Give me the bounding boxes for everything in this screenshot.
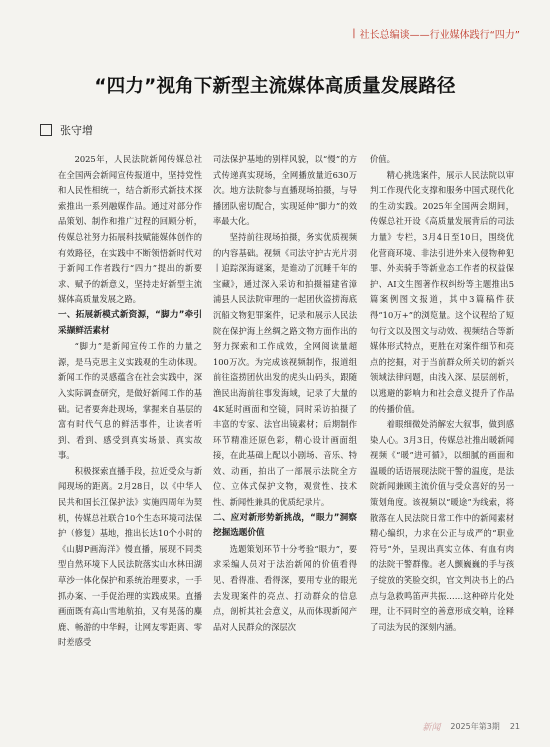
magazine-logo: 新闻 xyxy=(422,723,441,733)
square-icon xyxy=(40,124,52,136)
divider-bar-icon: | xyxy=(352,28,356,39)
column-3 xyxy=(370,152,514,635)
paragraph: 精心挑选案件，展示人民法院以审判工作现代化支撑和服务中国式现代化的生动实践。2025年全国两会期间，传媒总社开设《高质量发展背后的司法力量》专栏，3月4日至10日，围绕优化营商环境、非法引进外来入侵物种犯罪、外卖骑手等新业态工作者的权益保护、AI文生图著作权纠纷等主题推出5篇案例图文报道，其中3篇稿件获得“10万+”的浏览量。这个议程给了短句行文以及图文与动效、视频结合等新媒体形式特点，更胜在对案件细节和亮点的挖掘，对于当前群众所关切的新兴领域法律问题，由浅入深、层层剖析，以逃避的影响力和社会意义提升了作品的传播价值。 xyxy=(370,169,514,414)
column-2 xyxy=(213,152,357,635)
section-heading: 一、拓展新模式新资源，“脚力”牵引采撷鲜活素材 xyxy=(58,309,202,336)
issue-label: 2025年第3期 xyxy=(450,722,500,731)
author-name: 张守增 xyxy=(60,124,93,137)
author-line xyxy=(40,122,93,138)
section-tag-text: 社长总编谈——行业媒体践行“四力” xyxy=(359,30,520,41)
paragraph: 积极探索直播手段，拉近受众与新闻现场的距离。2月28日，以《中华人民共和国长江保护法》实施四周年为契机，传媒总社联合10个生态环境司法保护（修复）基地，推出长达10个小时的《山脚P画海洋》慢直播，展现不同类型自然环境下人民法院落实山水林田湖草沙一体化保护和系统治理要求，一手抓办案、一手促治理的实践成果。直播画面既有高山雪地航拍，又有晃荡的麋鹿、畅游的中华鲟，让网友零距离、零时差感受 xyxy=(58,465,202,648)
paragraph: 坚持前往现场拍摄，务实优质视频的内容基础。视频《司法守护古光片羽丨追踪深海谜案，是谁动了沉睡千年的宝藏》，通过深入采访和拍摄福建省漳浦县人民法院审理的一起团伙盗捞海底沉船文物犯罪案件，记录和展示人民法院在保护海上丝绸之路文物方面作出的努力探索和工作成效，全网阅读量超100万次。为完成该视频制作，报道组前往盗捞团伙出发的虎头山码头，跟随渔民出海前往事发海域，记录了大量的4K延时画面和空镜，同时采访拍摄了丰富的专家、法官出镜素材；后期制作环节精准还原色彩，精心设计画面组接，在此基础上配以小剧场、音乐、特效、动画，拍出了一部展示法院全方位、立体式保护文物，观赏性、技术性、新闻性兼具的优质纪录片。 xyxy=(213,231,357,508)
paragraph: 着眼细微处消解宏大叙事，做到感染人心。3月3日，传媒总社推出暖新闻视频《“暖”进可循》，以细腻的画面和温暖的话语展现法院干警的温度，是法院新闻兼顾主流价值与受众喜好的另一策划角度。该视频以“暖途”为线索，将散落在人民法院日常工作中的新闻素材精心编织，力求在公正与成严的“职业符号”外，呈现出真实立体、有血有肉的法院干警群像。老人颤巍巍的手与孩子绽放的笑脸交织，官文判决书上的凸点与急救鸣笛声共振……这种碎片化处理，让不同时空的善意形成交响，诠释了司法为民的深刻内涵。 xyxy=(370,419,514,632)
section-heading: 二、应对新形势新挑战，“眼力”洞察挖掘选题价值 xyxy=(213,512,357,539)
column-1 xyxy=(58,152,202,651)
paragraph: 价值。 xyxy=(370,154,395,164)
page-footer xyxy=(422,720,520,733)
paragraph: 2025年，人民法院新闻传媒总社在全国两会新闻宣传报道中，坚持党性和人民性相统一，结合新形式新技术探索推出一系列融媒作品。通过对部分作品策划、制作和推广过程的回顾分析，传媒总社努力拓展科技赋能媒体创作的有效路径，在实践中不断领悟新时代对于新闻工作者践行“四力”提出的新要求、赋予的新意义，坚持走好新型主流媒体高质量发展之路。 xyxy=(58,154,202,305)
paragraph: 司法保护基地的别样风貌，以“慢”的方式传递真实现场，全网播放量近630万次。地方法院参与直播现场拍摄，与导播团队密切配合，实现延伸“脚力”的效率最大化。 xyxy=(213,154,357,227)
paragraph: “脚力”是新闻宣传工作的力量之源，是马克思主义实践观的生动体现。新闻工作的灵感蕴含在社会实践中，深入实际调查研究，是做好新闻工作的基础。记者要奔赴现场，掌握来自基层的富有时代气息的鲜活事件，让读者听到、看到、感受到真实场景、真实故事。 xyxy=(58,341,202,461)
paragraph: 选题策划环节十分考验“眼力”，要求采编人员对于法治新闻的价值看得见、看得准、看得深，要用专业的眼光去发现案件的亮点、打动群众的信息点，剖析其社会意义，从而体现新闻产品对人民群众的深层次 xyxy=(213,543,357,632)
article-title: “四力”视角下新型主流媒体高质量发展路径 xyxy=(94,76,456,97)
page-number: 21 xyxy=(509,722,520,731)
section-tag xyxy=(352,26,520,41)
